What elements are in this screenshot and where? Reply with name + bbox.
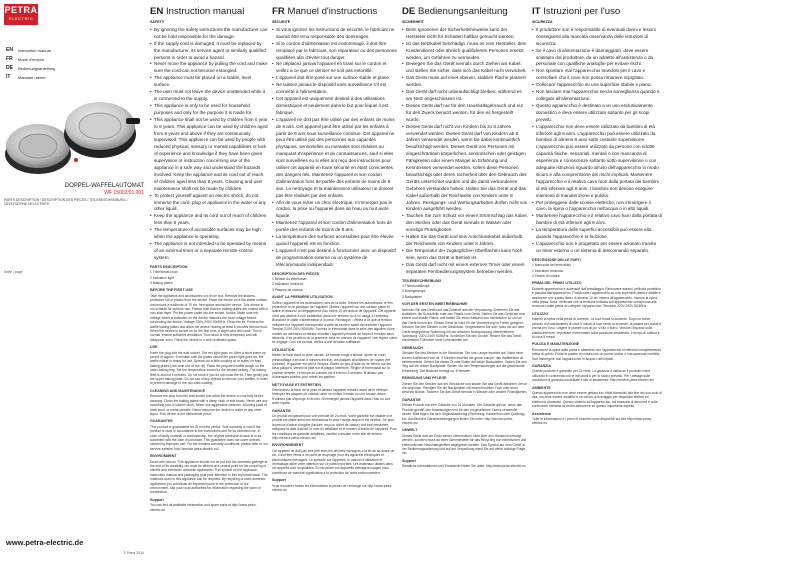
section-code: EN [150, 6, 164, 17]
subheading: SICUREZZA [532, 20, 553, 24]
paragraph: Nehmen Sie das Gerät und das Zubehör aus der Verpackung. Entfernen Sie alle Aufkleber, die Schutzfolie oder das Plastik vom Gerät. Stellen Sie das Gerät auf eine ebene und stabile Fläche und halten Sie einen Abstand von mindestens 10 cm um das Gerät herum ein. Dieses Gerät ist nicht für die Verwendung im Freien geeignet. Stecken Sie den Stecker in die Steckdose. Vergewissern Sie sich, dass die auf dem Gerät angegebene Spannung mit der örtlichen Netzspannung übereinstimmt. Spannung: 220V-240V 50/60Hz. Schließen Sie den Deckel. Heizen Sie das Gerät mindestens 5 Minuten ohne Lebensmittel auf. [402, 307, 526, 343]
de-small-text [402, 279, 528, 469]
subheading: DESCRIPTION DES PIÈCES [272, 271, 320, 276]
section-heading-de [402, 6, 528, 17]
safety-item: • Dieses Gerät darf nur für den Haushaltsgebrauch und nur für den Zweck benutzt werden, für den es hergestellt wurde. [402, 103, 528, 124]
copyright: © Petra 2014 [123, 551, 144, 555]
subheading: SAFETY [150, 20, 165, 24]
subheading: CLEANING AND MAINTENANCE [150, 388, 205, 393]
cover-panel [0, 0, 148, 575]
language-code: IT [6, 74, 11, 80]
language-item [6, 64, 55, 72]
safety-item: • La température des surfaces accessibles peut être élevée quand l'appareil est en fonction. [272, 234, 398, 248]
logo-brand: PETRA [4, 5, 38, 15]
section-code: IT [532, 6, 541, 17]
product-name: DOPPEL-WAFFELAUTOMAT [64, 183, 144, 189]
website-link[interactable]: www.petra-electric.de [6, 538, 84, 547]
paragraph: Sortez l'appareil et les accessoires hors de la boîte. Retirez les autocollants, le film protecteur ou le plastique de l'appareil. Mettez l'appareil sur une surface plane et stable et assurez un dégagement d'au moins 10 cm autour de l'appareil. Cet appareil n'est pas destiné à une installation dans une armoire ou à un usage à l'extérieur. Branchez le câble d'alimentation à la prise. Remarque : Veillez à ce que la tension indiquée sur l'appareil corresponde à celle du secteur avant de brancher l'appareil. Tension 220V-240V 50/60Hz. Tournez le thermostat dans le sens des aiguilles d'une montre au maximum et laissez chauffer l'appareil pendant au moins 5 minutes sans aliments. Il se peut/lors de la première mise en marche de l'appareil, une légère odeur se dégage. Ceci est normal, veillez à une aération suffisante. [272, 300, 398, 345]
paragraph: Insert the plug into the wall socket. The red light goes on. After a short warm up period of approx. 5 minutes until the plates closed the green light goes on, the waffle maker is ready for use. Spread out a little cooking oil or butter on both baking plates (one-time use of the oil). Place the prepared waffle dough on the lower baking tray. Set the temperature control to the desired setting. The baking time is around 5 minutes. Do not force if you do not close the lid. Then gently pull the upper baking plate. Do not use sharp objects to remove your waffles, in order to prevent damage to the non-stick coating. [150, 350, 268, 386]
paragraph: You can find all available information and spare parts at http://www.petra-electric.eu [150, 503, 257, 512]
subheading: AMBIENTE [532, 385, 551, 390]
safety-item: • Questo apparecchio è destinato a un uso esclusivamente domestico e deve essere utilizzato soltanto per gli scopi previsti. [532, 103, 662, 124]
part-item: 3 Backplatten [402, 294, 422, 299]
safety-item: • L'appareil n'est pas destiné à fonctionner avec un dispositif de programmation externe ou un système de télécommande indépendant. [272, 248, 398, 269]
paragraph: Questo apparecchio non deve essere gettato tra i rifiuti domestici alla fine del suo ciclo di vita, ma deve essere smaltito in un centro di riciclaggio per dispositivi elettrici ed elettronici domestici. Questo simbolo sull'apparecchio, sul manuale di istruzioni e sulla confezione richiama la vostra attenzione su questo importante aspetto. [532, 390, 662, 409]
en-small-text [150, 265, 268, 512]
language-label: Instruction manual [18, 47, 51, 53]
subheading: DESCRIZIONE DELLE PARTI [532, 257, 581, 262]
paragraph: This product is guaranteed for 24 months period. Your warranty is void if the product is used in accordance to the instructions and for its intended use. In case of faulty material or workmanship, the original purchase invoice is to be submitted with the date of purchase. This guarantee does not cover defects caused by improper use. For the detailed warranty conditions, please refer to our service website: http://service.petra-electric.eu/ [150, 424, 268, 451]
safety-item: • Das Gerät darf nicht unbeaufsichtigt bleiben, während es am Netz angeschlossen ist. [402, 89, 528, 103]
column-en [150, 6, 268, 571]
paragraph: Dieses Gerät darf am Ende seiner Lebensdauer nicht über den Hausmüll entsorgt werden, sondern muss an einer Sammelstelle für das Recycling von elektrischen und elektronischen Haushaltsgeräten abgegeben werden. Das Symbol auf dem Gerät, in der Bedienungsanleitung und auf der Verpackung weist Sie auf diese wichtige Frage hin. [402, 433, 527, 456]
safety-item: • Tauchen Sie zum Schutz vor einem Stromschlag das Kabel, den Stecker oder das Gerät niemals in Wasser oder sonstige Flüssigkeiten. [402, 213, 528, 234]
safety-item: • The user must not leave the device unattended while it is connected to the supply. [150, 89, 268, 103]
language-code: EN [6, 47, 13, 53]
language-label: Manuale utente [18, 74, 46, 80]
subheading: Assistenza [532, 411, 551, 416]
safety-item: • Non lasciare mai l'apparecchio senza sorveglianza quando è collegato all'alimentazione. [532, 89, 662, 103]
paragraph: Dieses Produkt hat eine Garantie von 24 Monaten. Die Garantie gilt nur, wenn das Produkt gemäß den Anweisungen und für den vorgesehenen Zweck verwendet wurde. Bitte fügen Sie den Originalkaufbeleg (Rechnung, Kassenbon oder Quittung) bei. Ausführliche Garantiebedingungen finden Sie unter: http://service.petra-electric.eu/ [402, 403, 525, 425]
safety-item: • Beim Ignorieren der Sicherheitshinweise kann der Hersteller nicht für Schäden haftbar gemacht werden. [402, 27, 528, 41]
subheading: GARANTIE [402, 397, 421, 402]
section-title: Istruzioni per l'uso [543, 6, 621, 17]
subheading: GEBRAUCH [402, 345, 423, 350]
fr-small-text [272, 272, 398, 493]
part-item: 2 Indicateur lumineux [272, 282, 304, 287]
section-code: FR [272, 6, 285, 17]
safety-item: • The temperature of accessible surfaces may be high when the appliance is operating. [150, 227, 268, 241]
section-title: Manuel d'instructions [287, 6, 378, 17]
product-code: WF 15002/01.001 [104, 190, 144, 196]
subheading: Support [272, 478, 286, 483]
subheading: UTILIZZO [532, 311, 549, 316]
language-code: FR [6, 56, 13, 62]
petra-logo [4, 4, 38, 25]
subheading: PRIMA DEL PRIMO UTILIZZO [532, 281, 582, 286]
safety-item: • The appliance is not intended to be operated by means of an external timer or a separate remote-control system. [150, 241, 268, 262]
column-it [532, 6, 662, 571]
paragraph: Ce produit est garanti pour une période de 24 mois. Votre garantie est valable si le produit est utilisé selon les instructions et pour l'usage auquel il est destiné. De plus, la preuve d'achat d'origine (facture, reçu ou ticket de caisse) doit être présentée, indiquant la date d'achat, le nom du détaillant et le numéro d'article de l'appareil. Pour les conditions de garantie détaillées, veuillez consulter notre site de service : http://service.petra-electric.eu/ [272, 414, 397, 441]
part-item: 3 Plaques de cuisson [272, 287, 304, 292]
safety-item: • Never move the appliance by pulling the cord and make sure the cord can not become entangled. [150, 61, 268, 75]
safety-item: • Per proteggersi dalle scosse elettriche, non immergere il cavo, la spina o l'apparecchio nell'acqua o in altri liquidi. [532, 200, 662, 214]
paragraph: Remove the plug from the wall socket and allow the device to cool fully before cleaning. Clean the baking plates with a damp cloth or soft brush. Never use any scrubbing pad or kitchen cloth. Never use aggressive cleaners, scouring pads or steel wool, or metal utensils. Never immerse the device in water or any other liquid. This device is not dishwasher proof. [150, 394, 268, 416]
safety-item: • Mantenere l'apparecchio e il relativo cavo fuori dalla portata di bambini di età inferiore agli 8 anni. [532, 213, 662, 227]
subheading: SÉCURITÉ [272, 20, 291, 24]
subheading: TEILEBESCHREIBUNG [402, 278, 442, 283]
paragraph: Cet appareil ne doit pas être jeté avec les déchets ménagers à la fin de sa durée de vie, il doit être remis à un point de recyclage pour les appareils électriques et électroniques ménagers. Le symbole sur l'appareil, le manuel d'utilisation et l'emballage attire votre attention sur ce point important. Les matériaux utilisés dans cet appareil sont recyclables. En recyclant vos appareils ménagers usagés vous contribuez de manière significative à la protection de notre environnement. [272, 448, 395, 475]
paragraph: Estrarre apparecchio e accessori dall'imballaggio. Rimuovere adesivi, pellicola protettiva e plastica dall'apparecchio. Posizionare l'apparecchio su una superficie piana e stabile e assicurare uno spazio libero di almeno 10 cm intorno all'apparecchio. Inserire la spina nella presa. Nota: Verificare che la tensione indicata sull'apparecchio corrisponda alla tensione locale prima di collegare l'apparecchio. Tensione 220V-240V 50/60Hz. [532, 286, 661, 309]
safety-item: • Die Temperatur der zugänglichen Oberflächen kann hoch sein, wenn das Gerät in Betrieb ist. [402, 248, 528, 262]
section-heading-en [150, 6, 268, 17]
safety-item: • Non spostare mai l'apparecchio tirandolo per il cavo e controllare che il cavo non possa rimanere impigliato. [532, 68, 662, 82]
subheading: Support [150, 497, 164, 502]
column-fr [272, 6, 398, 571]
subheading: VOR DER ERSTEN INBETRIEBNAHME [402, 302, 468, 307]
safety-item: • Si le cordon d'alimentation est endommagé, il doit être remplacé par le fabricant, son réparateur ou des personnes qualifiées afin d'éviter tout danger. [272, 41, 398, 62]
language-item [6, 46, 55, 54]
safety-item: • Das Gerät muss auf einer ebenen, stabilen Fläche platziert werden. [402, 75, 528, 89]
logo-sub: ELECTRIC [8, 16, 34, 21]
safety-item: • Keep the appliance and its cord out of reach of children less than 8 years. [150, 213, 268, 227]
safety-item: • Collocare l'apparecchio su una superficie stabile e piana. [532, 82, 662, 89]
waffle-maker-image [4, 96, 144, 180]
subheading: PARTS DESCRIPTION [150, 264, 188, 269]
safety-item: • Il produttore non è responsabile di eventuali danni e lesioni conseguenti alla mancata osservanza delle istruzioni di sicurezza. [532, 27, 662, 48]
paragraph: Tutte le informazioni e i pezzi di ricambio sono disponibili sul sito http://www.petra-electric.eu [532, 417, 652, 426]
language-item [6, 55, 55, 63]
section-heading-fr [272, 6, 398, 17]
safety-item: • L'apparecchio non deve essere utilizzato da bambini di età inferiore agli 8 anni. L'apparecchio può essere utilizzato da bambini di almeno 8 anni sotto costante supervisione. L'apparecchio può essere utilizzato da persone con ridotte capacità fisiche, sensoriali, mentali o con mancanza di esperienza e conoscenze soltanto sotto supervisione o con adeguate istruzioni riguardo all'uso dell'apparecchio in modo sicuro e alla comprensione dei rischi implicati. Mantenere l'apparecchio e il relativo cavo fuori dalla portata dei bambini di età inferiore agli 8 anni. I bambini non devono eseguire interventi di manutenzione e pulizia. [532, 124, 662, 200]
part-item: 1 Bouton du thermostat [272, 277, 307, 282]
part-item: 1 Thermostatknopf [402, 283, 430, 288]
language-list [6, 46, 55, 82]
safety-item: • L'apparecchio non è progettato per essere azionato tramite un timer esterno o un sistema di telecomando separato. [532, 241, 662, 255]
paragraph: Vous trouverez toutes les informations et pièces de rechange sur http://www.petra-electric.eu [272, 483, 393, 493]
safety-item: • Maintenez l'appareil et son cordon d'alimentation hors de portée des enfants de moins de 8 ans. [272, 220, 398, 234]
subheading: ENVIRONNEMENT [272, 443, 304, 448]
paragraph: Débranchez la fiche de la prise et laissez l'appareil refroidir avant de le nettoyer. Nettoyez les plaques de cuisson avec un chiffon humide ou une brosse douce. N'utilisez pas d'éponge à récurer. N'immergez jamais l'appareil dans l'eau ou tout autre liquide. [272, 387, 391, 406]
product-description: PARTS DESCRIPTION / DESCRIPTION DES PIÈCES / TEILEBESCHREIBUNG / DESCRIZIONE DELLE PARTI [4, 198, 128, 207]
subheading: USE [150, 345, 158, 350]
subheading: AVANT LA PREMIÈRE UTILISATION [272, 295, 333, 300]
subheading: BEFORE THE FIRST USE [150, 288, 193, 293]
safety-item: • If the supply cord is damaged, it must be replaced by the manufacturer, its service agent or similarly qualified persons in order to avoid a hazard. [150, 41, 268, 62]
safety-item: • Cet appareil est uniquement destiné à des utilisations domestiques et seulement dans le but pour lequel il est fabriqué. [272, 96, 398, 117]
safety-item: • Se il cavo di alimentazione è danneggiato, deve essere sostituito dal produttore, da un addetto all'assistenza o da personale con qualifiche analoghe per evitare rischi. [532, 48, 662, 69]
safety-item: • Ist das Netzkabel beschädigt, muss es vom Hersteller, dem Kundendienst oder ähnlich qualifizierten Personen ersetzt werden, um Gefahren zu vermeiden. [402, 41, 528, 62]
subheading: Support [402, 458, 416, 463]
section-heading-it [532, 6, 662, 17]
safety-item: • This appliance shall not be used by children from 0 year to 8 years. This appliance can be used by children aged from 8 years and above if they are continuously supervised. This appliance can be used by people with reduced physical, sensory or mental capabilities or lack of experience and knowledge if they have been given supervision or instruction concerning use of the appliance in a safe way and understand the hazards involved. Keep the appliance and its cord out of reach of children aged less than 8 years. Cleaning and user maintenance shall not be made by children. [150, 117, 268, 193]
safety-item: • La temperatura delle superfici accessibili può essere alta quando l'apparecchio è in funzione. [532, 227, 662, 241]
paragraph: Questo prodotto è garantito per 24 mesi. La garanzia è valida se il prodotto viene utilizzato in conformità con le istruzioni e per lo scopo previsto. Per i dettagli sulle condizioni di garanzia consultare il sito di assistenza: http://service.petra-electric.eu/ [532, 369, 655, 383]
paragraph: Rimuovere la spina dalla presa e attendere che l'apparecchio si raffreddi completamente prima di pulirlo. Pulire le piastre di cottura con un panno umido o una spazzola morbida. Non immergere mai l'apparecchio in acqua o altri liquidi. [532, 347, 662, 361]
part-item: 2 Anzeigelampe [402, 289, 426, 294]
pages-note: Seite / page [4, 270, 23, 274]
part-item: 2 Indicatore luminoso [532, 268, 564, 273]
safety-item: • This appliance is only to be used for household purposes and only for the purpose it is made for. [150, 103, 268, 117]
subheading: ENVIRONMENT [150, 454, 177, 459]
subheading: GUARANTEE [150, 419, 173, 424]
safety-item: • L'appareil ne doit pas être utilisé par des enfants de moins de 8 ans. Cet appareil peut être utilisé par les enfants à partir de 8 ans sous surveillance continue. Cet appareil ne peut être utilisé par des personnes aux capacités physiques, sensorielles ou mentales sont réduites ou manquant d'expérience et de connaissances, sauf si elles sont surveillées ou si elles ont reçu des instructions pour utiliser cet appareil en toute sécurité en étant conscientes des dangers liés. Maintenez l'appareil et son cordon d'alimentation hors de portée des enfants de moins de 8 ans. Le nettoyage et la maintenance utilisateur ne doivent pas être réalisés par des enfants. [272, 117, 398, 200]
safety-item: • To protect yourself against an electric shock, do not immerse the cord, plug or appliance in the water or any other liquid. [150, 193, 268, 214]
paragraph: Dead with narrow: This appliance should not be put into the domestic garbage at the end of its durability, but must be offered at a central point for the recycling of electric and electronic domestic appliances. This symbol on the appliance, instruction manual and packaging puts your attention to this important issue. The materials used in this appliance can be recycled. By recycling of used domestic appliances you contribute an important push to the protection of our environment. Ask your local authorities for information regarding the point of recollection. [150, 459, 268, 495]
subheading: REINIGUNG UND PFLEGE [402, 376, 447, 381]
language-code: DE [6, 65, 13, 71]
subheading: PULIZIA E MANUTENZIONE [532, 342, 580, 347]
paragraph: Stecken Sie den Stecker in die Steckdose. Die rote Lampe leuchtet auf. Nach einer kurzen Aufheizzeit von ca. 5 Minuten leuchtet die grüne Lampe, das Waffeleisen ist betriebsbereit. Geben Sie etwas Öl oder Butter auf beide Backplatten. Geben Sie den Teig auf die untere Backplatte. Stellen Sie den Temperaturregler auf die gewünschte Einstellung. Die Backzeit beträgt ca. 5 Minuten. [402, 351, 527, 373]
paragraph: Take the appliance and accessories out of the box. Remove the stickers, protective foil or plastic from the device. Place the device on a flat stable surface and ensure a minimum of 10 cm. free space around the device. This device is not suitable for outdoor use. Please note that the baking plates are coated with a non-stick layer. Put the power cable into the socket. Notice: Make sure the voltage which is indicated on the device matches the local voltage before connecting the device. Voltage 220V-240V 50/60Hz. Close the lid. Preheat the waffle baking plates and allow the device heating at least 5 minutes without food. When the device is turned on for the first time, a slight odor will come. This is normal, ensure sufficient ventilation. This odour is only temporary and will disappear soon. Place the device in a well ventilated space. [150, 293, 268, 342]
safety-item: • L'appareil doit être posé sur une surface stable et plane. [272, 75, 398, 82]
part-item: 1 Thermostat knob [150, 270, 178, 275]
section-code: DE [402, 6, 416, 17]
subheading: GARANZIA [532, 363, 551, 368]
safety-item: • Bewegen Sie das Gerät niemals durch Ziehen am Kabel, und stellen Sie sicher, dass sich das Kabel nicht verwickelt. [402, 61, 528, 75]
column-de [402, 6, 528, 571]
paragraph: Inserire la spina nella presa di corrente. La luce rossa si accende. Dopo un breve periodo di riscaldamento di circa 5 minuti la luce verde si accende, la piastra per cialde è pronta per l'uso. Ungere le piastre con un po' d'olio o burro. Versare l'impasto sulla piastra inferiore. Impostare il termostato sulla posizione desiderata. Il tempo di cottura è di circa 5 minuti. [532, 317, 662, 339]
language-item [6, 73, 55, 81]
it-small-text [532, 258, 662, 426]
subheading: SICHERHEIT [402, 20, 424, 24]
language-label: Mode d'emploi [18, 56, 44, 62]
section-title: Instruction manual [166, 6, 245, 17]
subheading: GARANTIE [272, 408, 291, 413]
section-title: Bedienungsanleitung [418, 6, 508, 17]
paragraph: Mettez la fiche dans la prise murale. Le témoin rouge s'allume. Après un court préchauffage d'environ 5 minutes environ, les plaques chauffantes (le voyant vert s'allume), le gaufrier est prêt à l'emploi. Étalez un peu d'huile ou de beurre sur les deux plaques. Versez la pâte sur la plaque inférieure. Réglez le thermostat sur la position désirée. Le temps de cuisson est d'environ 5 minutes. N'utilisez pas d'ustensiles pointus pour retirer les gaufres. [272, 353, 391, 380]
part-item: 2 Indication light [150, 275, 174, 280]
paragraph: Ziehen Sie den Stecker aus der Steckdose und lassen Sie das Gerät abkühlen, bevor Sie beginnen. Reinigen Sie die Backplatten mit einem feuchten Tuch oder einer weichen Bürste. Tauchen Sie das Gerät niemals in Wasser oder andere Flüssigkeiten. [402, 381, 528, 395]
safety-item: • Ne déplacez jamais l'appareil en tirant sur le cordon et veillez à ce que ce dernier ne soit pas entortillé. [272, 61, 398, 75]
safety-item: • The appliance must be placed on a stable, level surface. [150, 75, 268, 89]
safety-item: • Si vous ignorez les instructions de sécurité, le fabricant ne saurait être tenu responsable des dommages. [272, 27, 398, 41]
paragraph: Sämtliche Informationen und Ersatzteile finden Sie unter: http://www.petra-electric.eu [402, 464, 526, 469]
language-label: Bedienungsanleitung [18, 65, 56, 71]
safety-item: • Dieses Gerät darf nicht von Kindern bis zu 8 Jahren verwendet werden. Dieses Gerät darf von Kindern ab 8 Jahren verwendet werden, wenn sie dabei kontinuierlich beaufsichtigt werden. Dieses Gerät von Personen mit eingeschränkten körperlichen, sensorischen oder geistigen Fähigkeiten oder einem Mangel an Erfahrung und Kenntnissen verwendet werden, sofern diese Personen beaufsichtigt oder deren Sicherheit über den Gebrauch des Geräts unterrichtet wurden und die damit verbundenen Gefahren verstanden haben. Halten Sie das Gerät und das Kabel außerhalb der Reichweite von Kindern unter 8 Jahren. Reinigungs- und Wartungsarbeiten dürfen nicht von Kindern ausgeführt werden. [402, 124, 528, 214]
part-item: 3 Piastre di cottura [532, 274, 560, 279]
part-item: 1 Manopola del termostato [532, 263, 572, 268]
safety-item: • Afin de vous éviter un choc électrique, n'immergez pas le cordon, la prise ou l'appareil dans de l'eau ou tout autre liquide. [272, 200, 398, 221]
safety-item: • Das Gerät darf nicht mit einem externen Timer oder einem separaten Fernbedienungssystem betrieben werden. [402, 262, 528, 276]
safety-item: • By ignoring the safety instructions the manufacturer can not be hold responsible for the damage. [150, 27, 268, 41]
subheading: NETTOYAGE ET ENTRETIEN [272, 382, 321, 387]
safety-item: • Ne laissez jamais le dispositif sans surveillance s'il est connecté à l'alimentation. [272, 82, 398, 96]
safety-item: • Halten Sie das Gerät und sein Anschlusskabel außerhalb der Reichweite von Kindern unter 8 Jahren. [402, 234, 528, 248]
part-item: 3 Baking plates [150, 280, 173, 285]
subheading: UMWELT [402, 428, 418, 433]
subheading: UTILISATION [272, 347, 295, 352]
